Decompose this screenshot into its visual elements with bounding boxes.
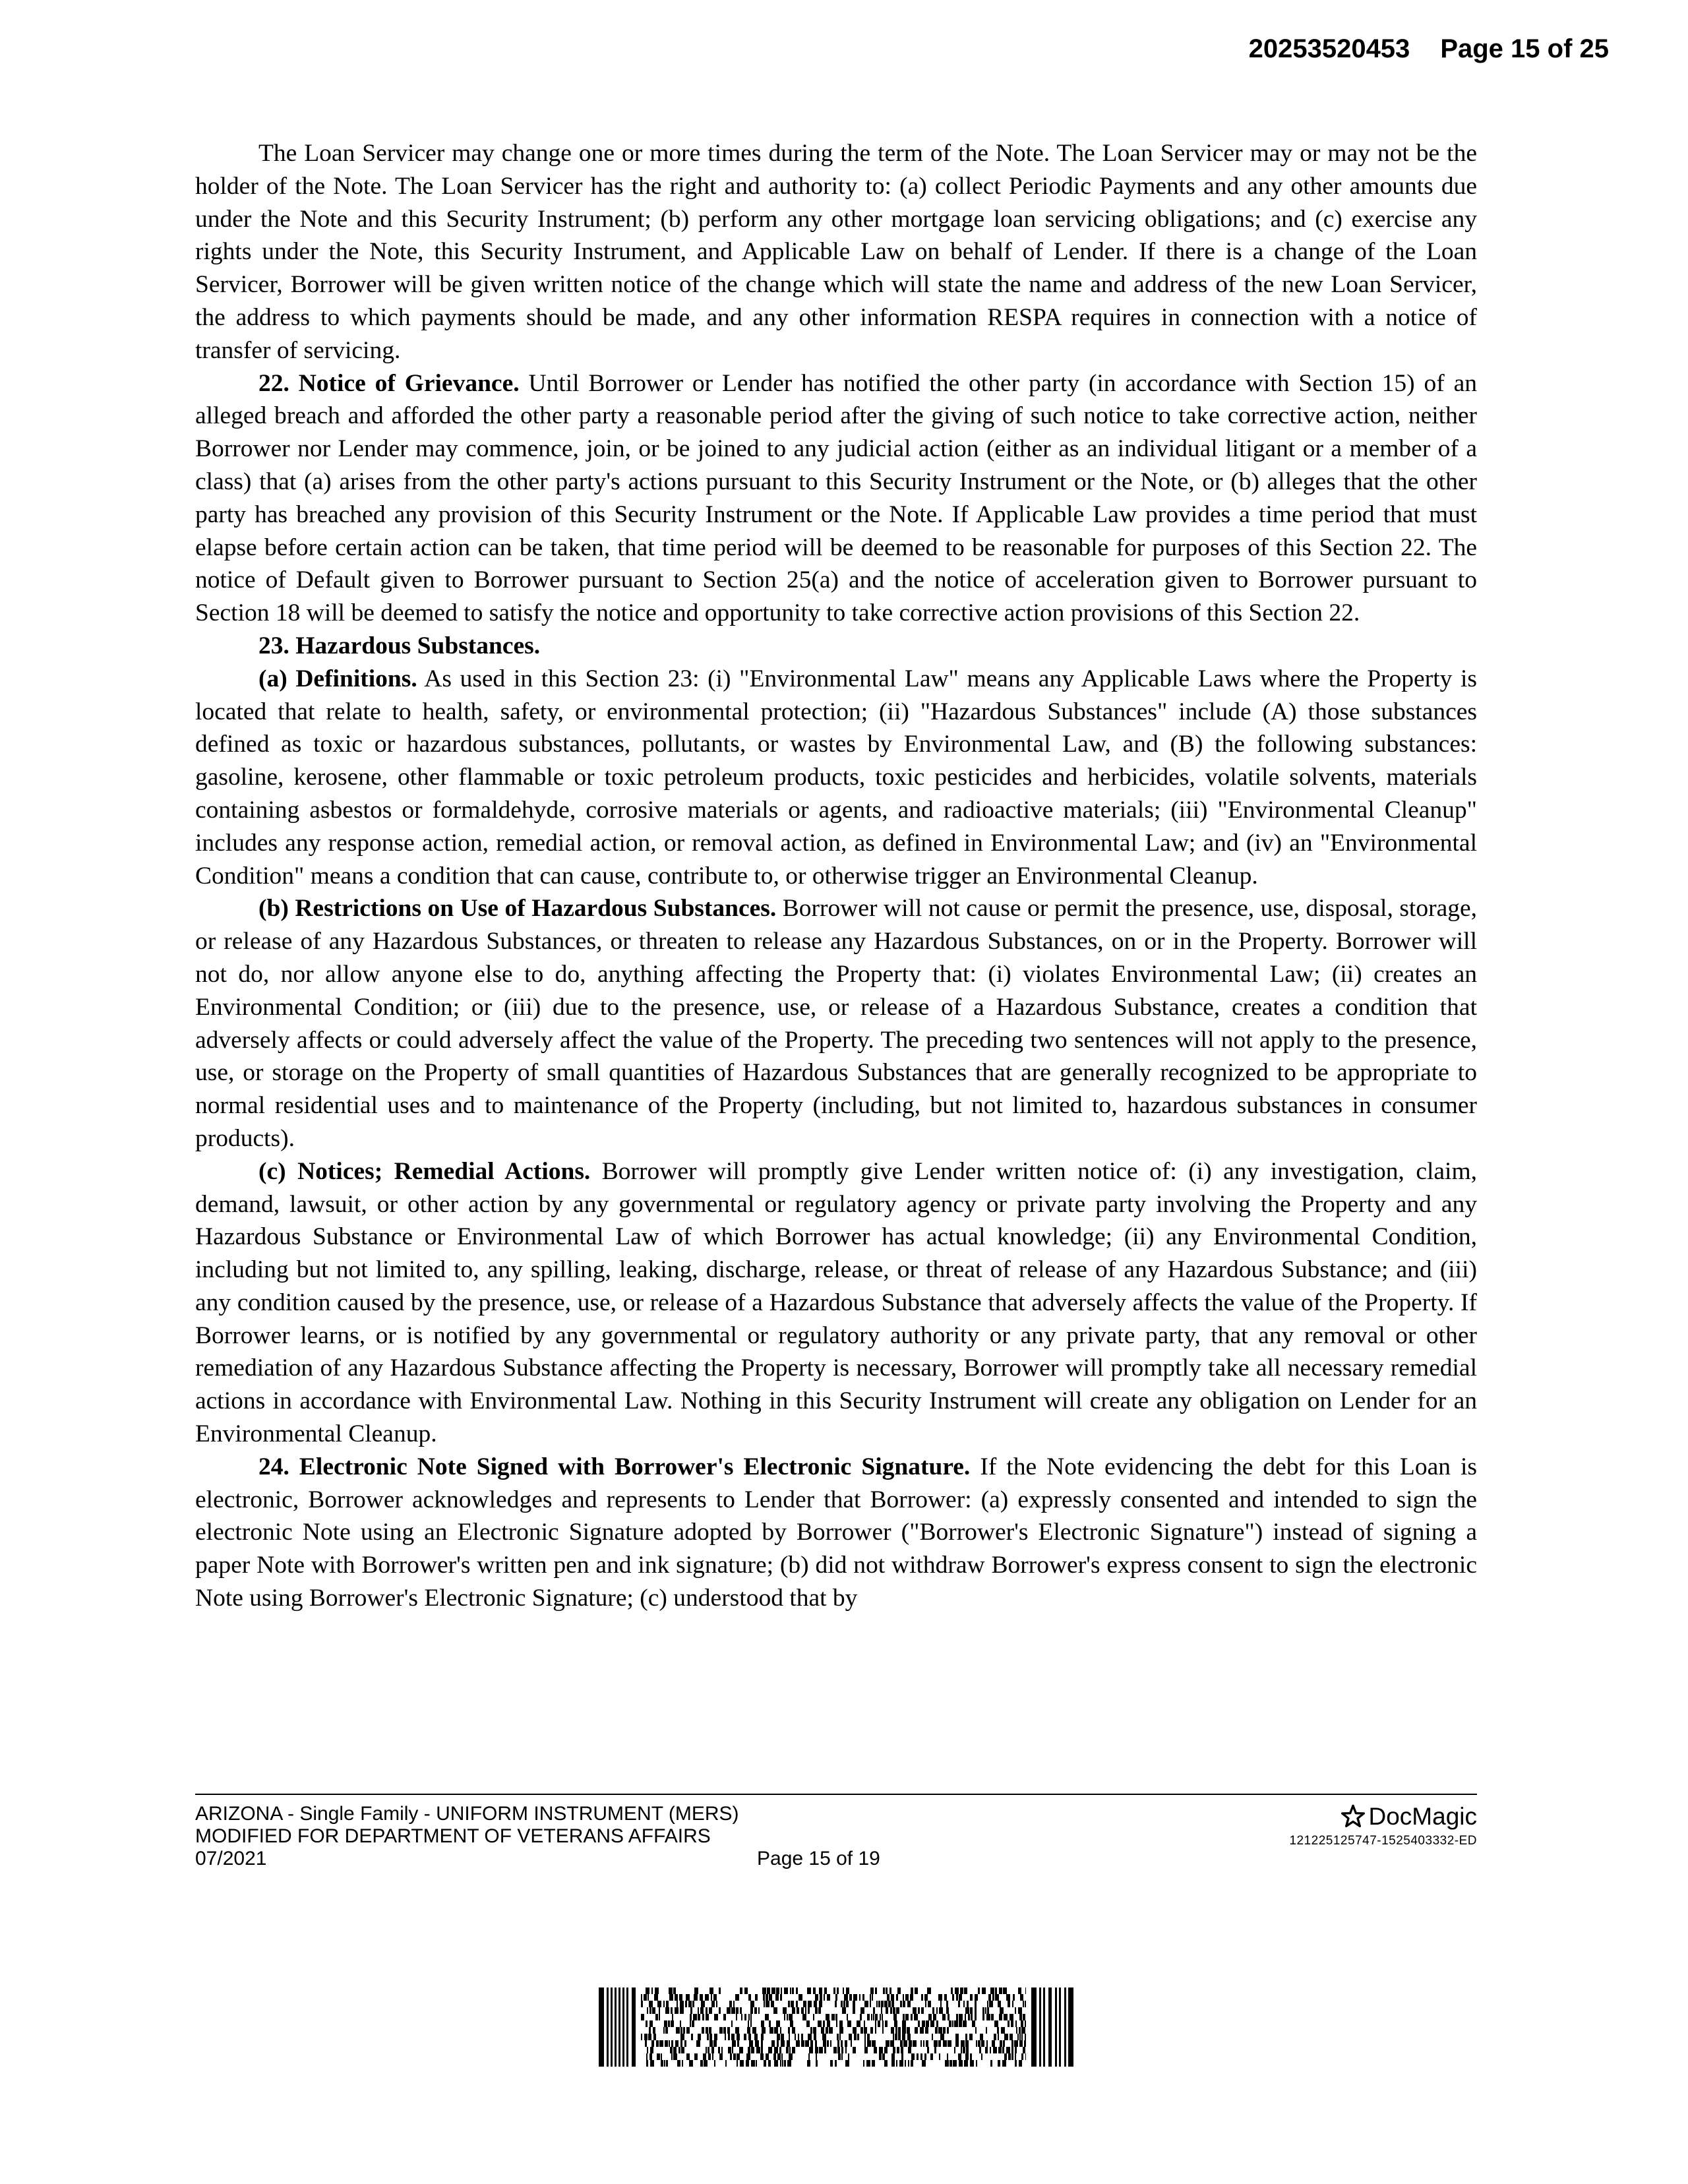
footer-form-subtitle: MODIFIED FOR DEPARTMENT OF VETERANS AFFAIRS	[195, 1825, 711, 1847]
section-23a	[195, 663, 1477, 893]
document-id: 121225125747-1525403332-ED	[1289, 1834, 1477, 1848]
recording-header	[1219, 33, 1609, 65]
section-23	[195, 630, 1477, 663]
footer-divider	[195, 1794, 1477, 1795]
section-24	[195, 1451, 1477, 1615]
section-23a-heading: (a) Definitions.	[258, 665, 417, 692]
footer-page-number: Page 15 of 19	[757, 1848, 880, 1869]
section-23c	[195, 1155, 1477, 1451]
brand-name: DocMagic	[1368, 1803, 1477, 1830]
paragraph-loan-servicer: The Loan Servicer may change one or more times during the term of the Note. The Loan Servicer may or may not be the holder of the Note. The Loan Servicer has the right and authority to: (a) collect Periodic Payments and any other amounts due under the Note and this Security Instrument; (b) perform any other mortgage loan servicing obligations; and (c) exercise any rights under the Note, this Security Instrument, and Applicable Law on behalf of Lender. If there is a change of the Loan Servicer, Borrower will be given written notice of the change which will state the name and address of the new Loan Servicer, the address to which payments should be made, and any other information RESPA requires in connection with a notice of transfer of servicing.	[195, 140, 1477, 364]
recording-page-label: Page 15 of 25	[1440, 34, 1609, 63]
section-23b	[195, 892, 1477, 1155]
recording-number: 20253520453	[1248, 34, 1410, 63]
section-23b-text: Borrower will not cause or permit the presence, use, disposal, storage, or release of any Hazardous Substances, or threaten to release any Hazardous Substances, on or in the Property. Borrower will not do, nor allow anyone else to do, anything affecting the Property that: (i) violates Environmental Law; (ii) creates an Environmental Condition; or (iii) due to the presence, use, or release of a Hazardous Substance, creates a condition that adversely affects or could adversely affect the value of the Property. The preceding two sentences will not apply to the presence, use, or storage on the Property of small quantities of Hazardous Substances that are generally recognized to be appropriate to normal residential uses and to maintenance of the Property (including, but not limited to, hazardous substances in consumer products).	[195, 895, 1478, 1152]
section-23a-text: As used in this Section 23: (i) "Environmental Law" means any Applicable Laws where the Property is located that relate to health, safety, or environmental protection; (ii) "Hazardous Substances" include (A) those substances defined as toxic or hazardous substances, pollutants, or wastes by Environmental Law, and (B) the following substances: gasoline, kerosene, other flammable or toxic petroleum products, toxic pesticides and herbicides, volatile solvents, materials containing asbestos or formaldehyde, corrosive materials or agents, and radioactive materials; (iii) "Environmental Cleanup" includes any response action, remedial action, or removal action, as defined in Environmental Law; and (iv) an "Environmental Condition" means a condition that can cause, contribute to, or otherwise trigger an Environmental Cleanup.	[195, 665, 1477, 890]
footer-form-date: 07/2021	[195, 1848, 267, 1869]
pdf417-barcode	[599, 1987, 1073, 2067]
star-outline-icon	[1340, 1804, 1366, 1830]
section-22	[195, 367, 1477, 630]
document-body	[195, 137, 1477, 1615]
footer-form-title: ARIZONA - Single Family - UNIFORM INSTRUMENT (MERS)	[195, 1803, 739, 1825]
section-23-heading: 23. Hazardous Substances.	[258, 632, 541, 659]
section-23c-text: Borrower will promptly give Lender written notice of: (i) any investigation, claim, demand, lawsuit, or other action by any governmental or regulatory agency or private party involving the Property and any Hazardous Substance or Environmental Law of which Borrower has actual knowledge; (ii) any Environmental Condition, including but not limited to, any spilling, leaking, discharge, release, or threat of release of any Hazardous Substance; and (iii) any condition caused by the presence, use, or release of a Hazardous Substance that adversely affects the value of the Property. If Borrower learns, or is notified by any governmental or regulatory authority or any private party, that any removal or other remediation of any Hazardous Substance affecting the Property is necessary, Borrower will promptly take all necessary remedial actions in accordance with Environmental Law. Nothing in this Security Instrument will create any obligation on Lender for an Environmental Cleanup.	[195, 1157, 1477, 1448]
section-22-heading: 22. Notice of Grievance.	[258, 369, 520, 397]
section-24-text: If the Note evidencing the debt for this Loan is electronic, Borrower acknowledges and represents to Lender that Borrower: (a) expressly consented and intended to sign the electronic Note using an Electronic Signature adopted by Borrower ("Borrower's Electronic Signature") instead of signing a paper Note with Borrower's written pen and ink signature; (b) did not withdraw Borrower's express consent to sign the electronic Note using Borrower's Electronic Signature; (c) understood that by	[195, 1453, 1477, 1612]
form-footer	[195, 1803, 1477, 1882]
section-24-heading: 24. Electronic Note Signed with Borrower's Electronic Signature.	[258, 1453, 971, 1480]
section-23b-heading: (b) Restrictions on Use of Hazardous Substances.	[258, 895, 777, 923]
section-22-text: Until Borrower or Lender has notified the other party (in accordance with Section 15) of an alleged breach and afforded the other party a reasonable period after the giving of such notice to take corrective action, neither Borrower nor Lender may commence, join, or be joined to any judicial action (either as an individual litigant or a member of a class) that (a) arises from the other party's actions pursuant to this Security Instrument or the Note, or (b) alleges that the other party has breached any provision of this Security Instrument or the Note. If Applicable Law provides a time period that must elapse before certain action can be taken, that time period will be deemed to be reasonable for purposes of this Section 22. The notice of Default given to Borrower pursuant to Section 25(a) and the notice of acceleration given to Borrower pursuant to Section 18 will be deemed to satisfy the notice and opportunity to take corrective action provisions of this Section 22.	[195, 369, 1477, 627]
section-23c-heading: (c) Notices; Remedial Actions.	[258, 1157, 591, 1185]
docmagic-logo	[1340, 1803, 1478, 1831]
